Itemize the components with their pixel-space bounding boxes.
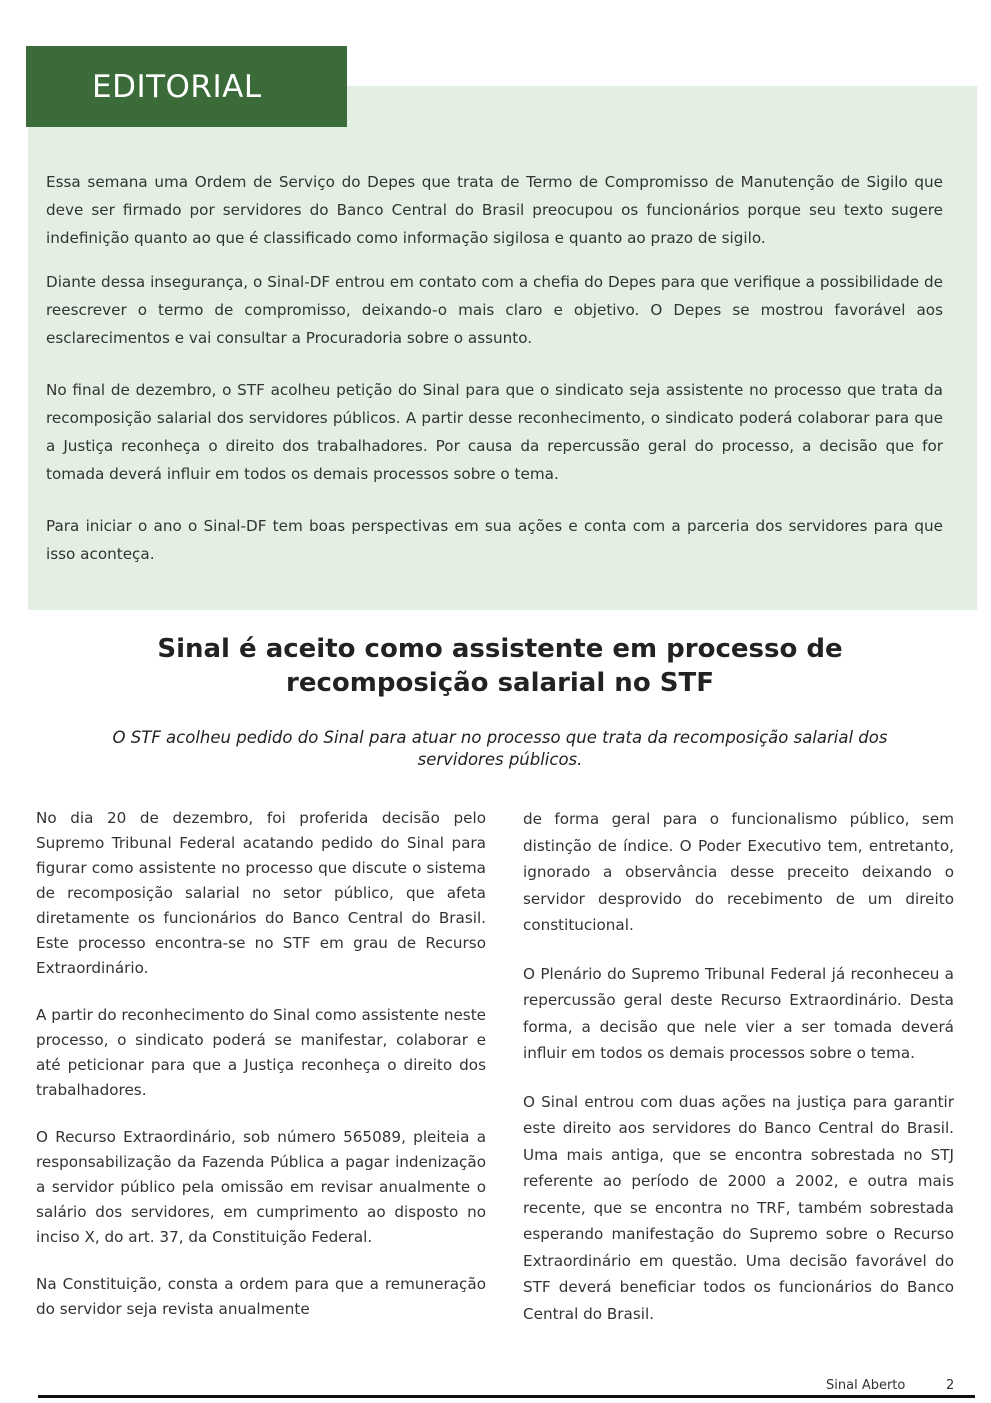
article-paragraph: Na Constituição, consta a ordem para que a remuneração do servidor seja revista anualmente [36,1275,486,1318]
editorial-title: EDITORIAL [26,46,347,127]
article-headline: Sinal é aceito como assistente em processo de recomposição salarial no STF [157,634,843,698]
article-paragraph: O Recurso Extraordinário, sob número 565089, pleiteia a responsabilização da Fazenda Pública a pagar indenização a servidor público pela omissão em revisar anualmente o salário dos servidores, em cumprimento ao disposto no inciso X, do art. 37, da Constituição Federal. [36,1128,486,1246]
editorial-paragraph: Para iniciar o ano o Sinal-DF tem boas perspectivas em sua ações e conta com a parceria dos servidores para que isso aconteça. [46,517,943,563]
article-paragraph: No dia 20 de dezembro, foi proferida decisão pelo Supremo Tribunal Federal acatando pedido do Sinal para figurar como assistente no processo que discute o sistema de recomposição salarial no setor público, que afeta diretamente os funcionários do Banco Central do Brasil. Este processo encontra-se no STF em grau de Recurso Extraordinário. [36,809,486,977]
article-paragraph: de forma geral para o funcionalismo público, sem distinção de índice. O Poder Executivo tem, entretanto, ignorado a observância desse preceito deixando o servidor desprovido do recebimento de um direito constitucional. [523,810,954,934]
article-left-column [36,806,486,1344]
article-right-column [523,806,954,1349]
editorial-paragraph: Diante dessa insegurança, o Sinal-DF entrou em contato com a chefia do Depes para que verifique a possibilidade de reescrever o termo de compromisso, deixando-o mais claro e objetivo. O Depes se mostrou favorável aos esclarecimentos e vai consultar a Procuradoria sobre o assunto. [46,273,943,347]
article-subheadline: O STF acolheu pedido do Sinal para atuar no processo que trata da recomposição salarial dos servidores públicos. [112,728,888,769]
article-paragraph: A partir do reconhecimento do Sinal como assistente neste processo, o sindicato poderá se manifestar, colaborar e até peticionar para que a Justiça reconheça o direito dos trabalhadores. [36,1006,486,1099]
editorial-paragraph: Essa semana uma Ordem de Serviço do Depes que trata de Termo de Compromisso de Manutenção de Sigilo que deve ser firmado por servidores do Banco Central do Brasil preocupou os funcionários porque seu texto sugere indefinição quanto ao que é classificado como informação sigilosa e quanto ao prazo de sigilo. [46,173,943,247]
editorial-paragraph: No final de dezembro, o STF acolheu petição do Sinal para que o sindicato seja assistente no processo que trata da recomposição salarial dos servidores públicos. A partir desse reconhecimento, o sindicato poderá colaborar para que a Justiça reconheça o direito dos trabalhadores. Por causa da repercussão geral do processo, a decisão que for tomada deverá influir em todos os demais processos sobre o tema. [46,381,943,483]
article-paragraph: O Sinal entrou com duas ações na justiça para garantir este direito aos servidores do Banco Central do Brasil. Uma mais antiga, que se encontra sobrestada no STJ referente ao período de 2000 a 2002, e outra mais recente, que se encontra no TRF, também sobrestada esperando manifestação do Supremo sobre o Recurso Extraordinário em questão. Uma decisão favorável do STF deverá beneficiar todos os funcionários do Banco Central do Brasil. [523,1092,954,1323]
footer-page-number: 2 [946,1378,955,1393]
editorial-body [46,168,943,584]
footer-divider [38,1395,975,1398]
footer-publication: Sinal Aberto [826,1378,906,1393]
article-paragraph: O Plenário do Supremo Tribunal Federal já reconheceu a repercussão geral deste Recurso Extraordinário. Desta forma, a decisão que nele vier a ser tomada deverá influir em todos os demais processos sobre o tema. [523,964,954,1062]
